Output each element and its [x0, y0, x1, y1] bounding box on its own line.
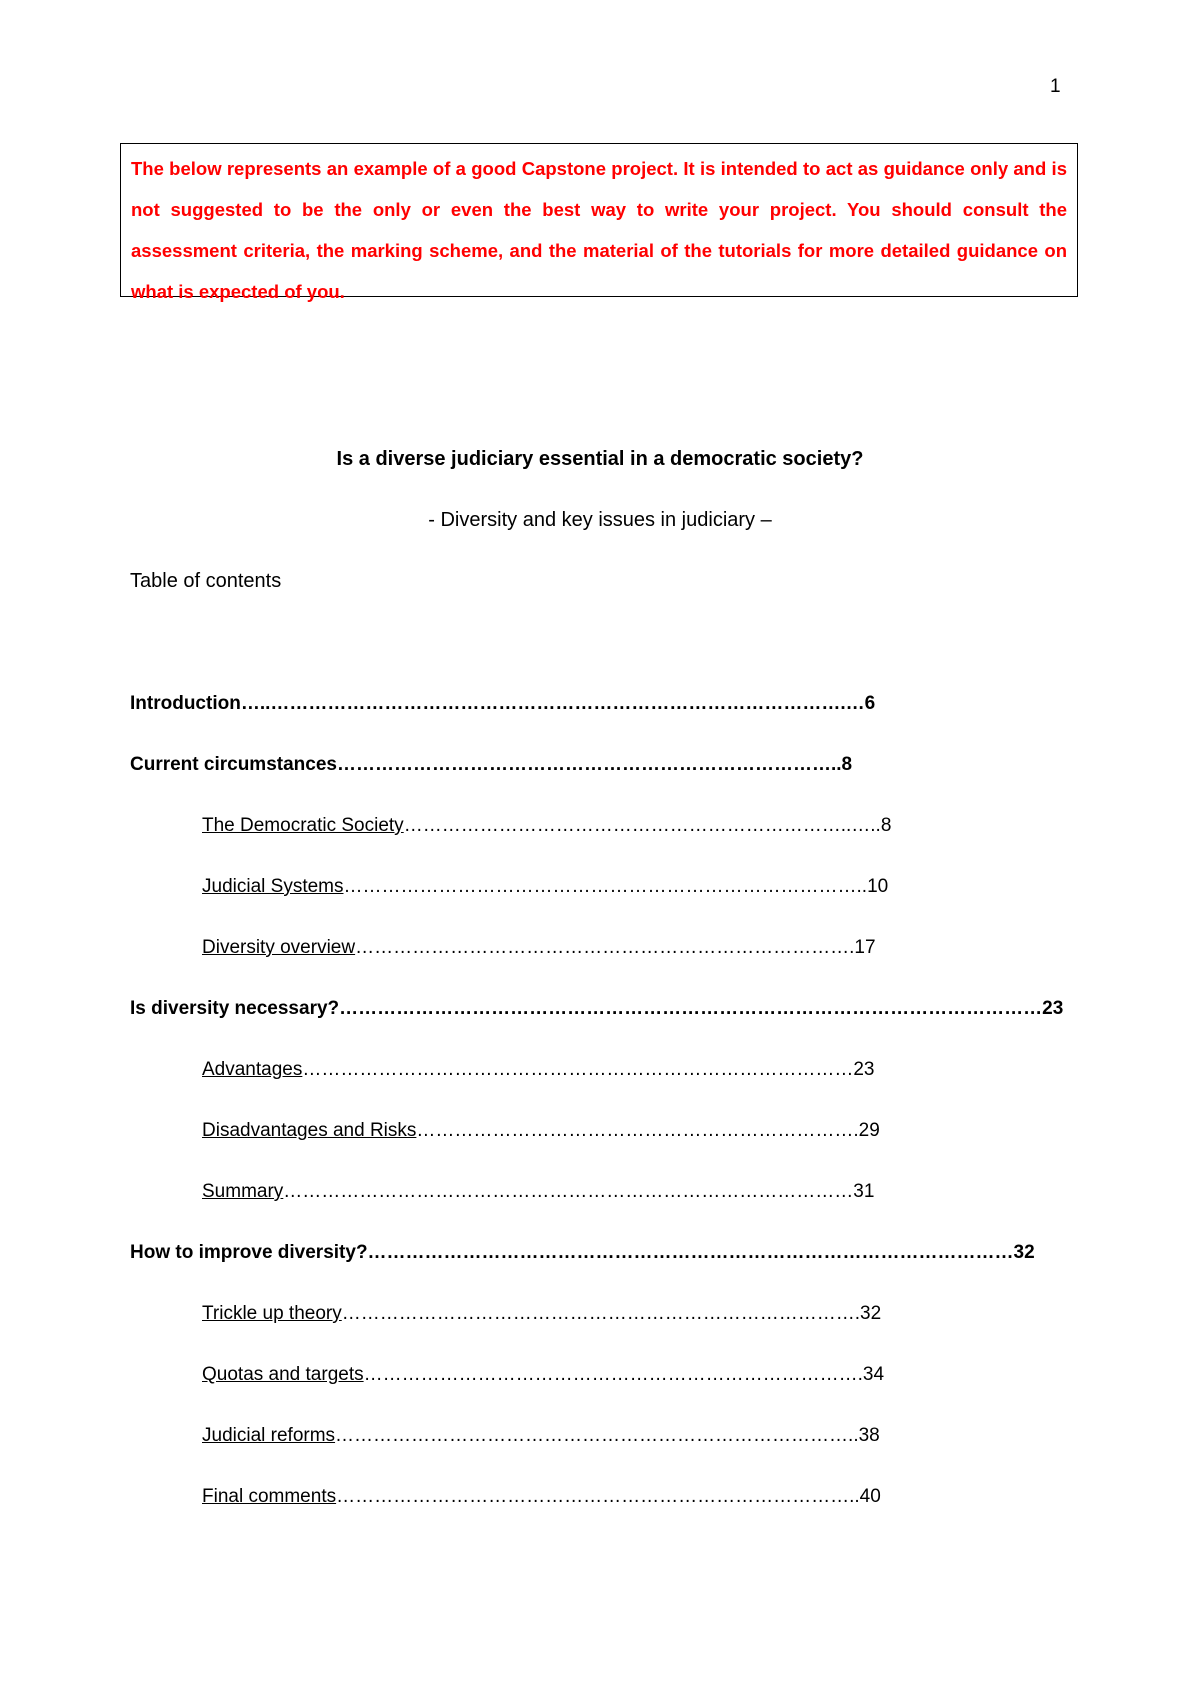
- toc-entry-diversity-overview[interactable]: [202, 937, 876, 959]
- toc-entry-label: Judicial Systems: [202, 876, 344, 897]
- toc-page-number: 6: [864, 693, 876, 714]
- toc-entry-label: How to improve diversity?: [130, 1242, 368, 1263]
- toc-page-number: 38: [858, 1425, 880, 1446]
- toc-entry-summary[interactable]: [202, 1181, 874, 1203]
- guidance-notice-box: The below represents an example of a good Capstone project. It is intended to act as guidance only and is not suggested to be the only or even the best way to write your project. You should consult the assessment criteria, the marking scheme, and the material of the tutorials for more detailed guidance on what is expected of you.: [120, 143, 1078, 297]
- toc-page-number: 31: [853, 1181, 875, 1202]
- toc-entry-advantages[interactable]: [202, 1059, 875, 1081]
- toc-entry-label: Introduction: [130, 693, 241, 714]
- toc-leader-dots: ……………………………………………………………………….: [341, 1303, 861, 1324]
- toc-entry-introduction[interactable]: [130, 693, 875, 715]
- toc-page-number: 8: [841, 754, 853, 775]
- toc-entry-trickle-up-theory[interactable]: [202, 1303, 881, 1325]
- toc-entry-label: Summary: [202, 1181, 284, 1202]
- toc-leader-dots: ………………………………………………………………………..: [335, 1425, 859, 1446]
- toc-leader-dots: …………………………………………………………………………………………………: [339, 998, 1043, 1019]
- toc-entry-disadvantages-and-risks[interactable]: [202, 1120, 880, 1142]
- toc-leader-dots: ………………………………………………………………………..: [336, 1486, 860, 1507]
- toc-entry-is-diversity-necessary[interactable]: [130, 998, 1063, 1020]
- toc-page-number: 17: [854, 937, 876, 958]
- toc-leader-dots: …………………………………………………………………………………………: [367, 1242, 1014, 1263]
- toc-entry-label: Quotas and targets: [202, 1364, 364, 1385]
- toc-page-number: 40: [859, 1486, 881, 1507]
- toc-entry-label: The Democratic Society: [202, 815, 404, 836]
- toc-leader-dots: …………………………………………………………….: [416, 1120, 859, 1141]
- toc-leader-dots: …..……………………………………………………………………………….…: [240, 693, 865, 714]
- document-title: Is a diverse judiciary essential in a democratic society?: [336, 448, 864, 470]
- toc-leader-dots: ……………………………………………………………………..: [336, 754, 842, 775]
- toc-entry-judicial-systems[interactable]: [202, 876, 888, 898]
- toc-entry-label: Diversity overview: [202, 937, 356, 958]
- toc-entry-label: Disadvantages and Risks: [202, 1120, 417, 1141]
- toc-entry-current-circumstances[interactable]: [130, 754, 852, 776]
- toc-entry-how-to-improve-diversity[interactable]: [130, 1242, 1035, 1264]
- toc-entry-label: Final comments: [202, 1486, 337, 1507]
- toc-entry-label: Advantages: [202, 1059, 303, 1080]
- toc-leader-dots: ………………………………………………………………………………: [283, 1181, 854, 1202]
- document-subtitle: - Diversity and key issues in judiciary –: [428, 509, 772, 531]
- toc-entry-label: Is diversity necessary?: [130, 998, 340, 1019]
- toc-heading: Table of contents: [130, 570, 282, 592]
- toc-leader-dots: …………………………………………………………………….: [363, 1364, 863, 1385]
- toc-page-number: 23: [853, 1059, 875, 1080]
- toc-entry-quotas-and-targets[interactable]: [202, 1364, 884, 1386]
- toc-leader-dots: ………………………………………………………………………..: [343, 876, 868, 897]
- toc-page-number: 29: [858, 1120, 880, 1141]
- page-number: 1: [1050, 76, 1061, 97]
- toc-leader-dots: ……………………………………………………………………………: [302, 1059, 854, 1080]
- toc-entry-final-comments[interactable]: [202, 1486, 881, 1508]
- toc-page-number: 8: [880, 815, 892, 836]
- toc-page-number: 10: [867, 876, 889, 897]
- toc-page-number: 23: [1042, 998, 1064, 1019]
- toc-page-number: 32: [860, 1303, 882, 1324]
- toc-leader-dots: …………………………………………………………………….: [355, 937, 855, 958]
- toc-leader-dots: ……………………………………………………………..…..: [403, 815, 881, 836]
- toc-entry-democratic-society[interactable]: [202, 815, 891, 837]
- toc-entry-judicial-reforms[interactable]: [202, 1425, 880, 1447]
- toc-entry-label: Current circumstances: [130, 754, 337, 775]
- toc-entry-label: Trickle up theory: [202, 1303, 342, 1324]
- toc-page-number: 32: [1013, 1242, 1035, 1263]
- toc-entry-label: Judicial reforms: [202, 1425, 336, 1446]
- toc-page-number: 34: [862, 1364, 885, 1385]
